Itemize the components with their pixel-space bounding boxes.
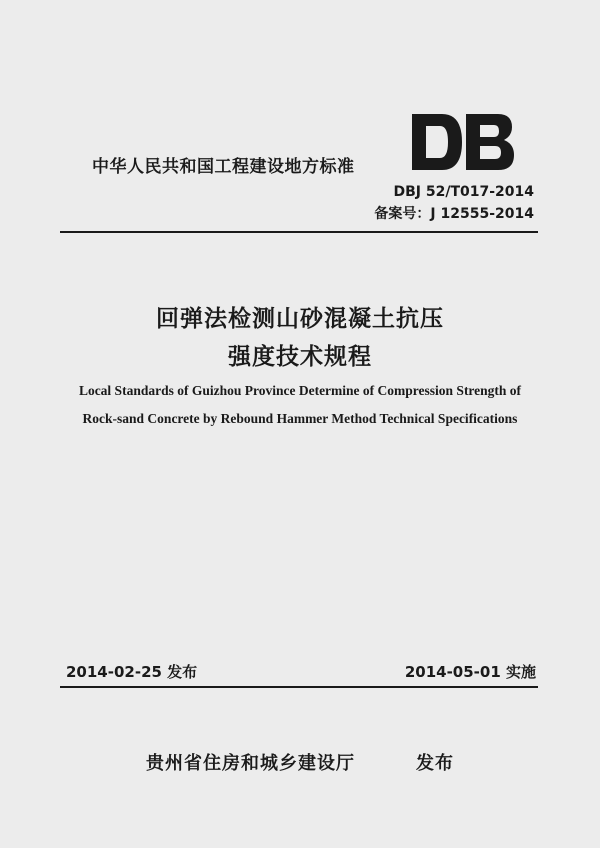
title-en-line-1: Local Standards of Guizhou Province Determine of Compression Strength of — [78, 383, 522, 398]
db-logo — [408, 110, 518, 174]
title-en-line-2: Rock-sand Concrete by Rebound Hammer Method Technical Specifications — [82, 411, 518, 426]
title-zh-line-2: 强度技术规程 — [228, 344, 372, 370]
implementation-date: 2014-05-01 实施 — [404, 663, 536, 681]
issue-date: 2014-02-25 发布 — [66, 663, 198, 681]
bottom-divider — [60, 686, 538, 688]
filing-number: 备案号：J 12555-2014 — [374, 206, 534, 222]
title-zh-line-1: 回弹法检测山砂混凝土抗压 — [156, 306, 444, 332]
publish-label: 发布 — [416, 753, 454, 774]
standard-number: DBJ 52/T017-2014 — [393, 184, 534, 200]
issuing-authority: 贵州省住房和城乡建设厅 — [146, 753, 355, 774]
standard-category: 中华人民共和国工程建设地方标准 — [92, 157, 355, 177]
top-divider — [60, 231, 538, 233]
